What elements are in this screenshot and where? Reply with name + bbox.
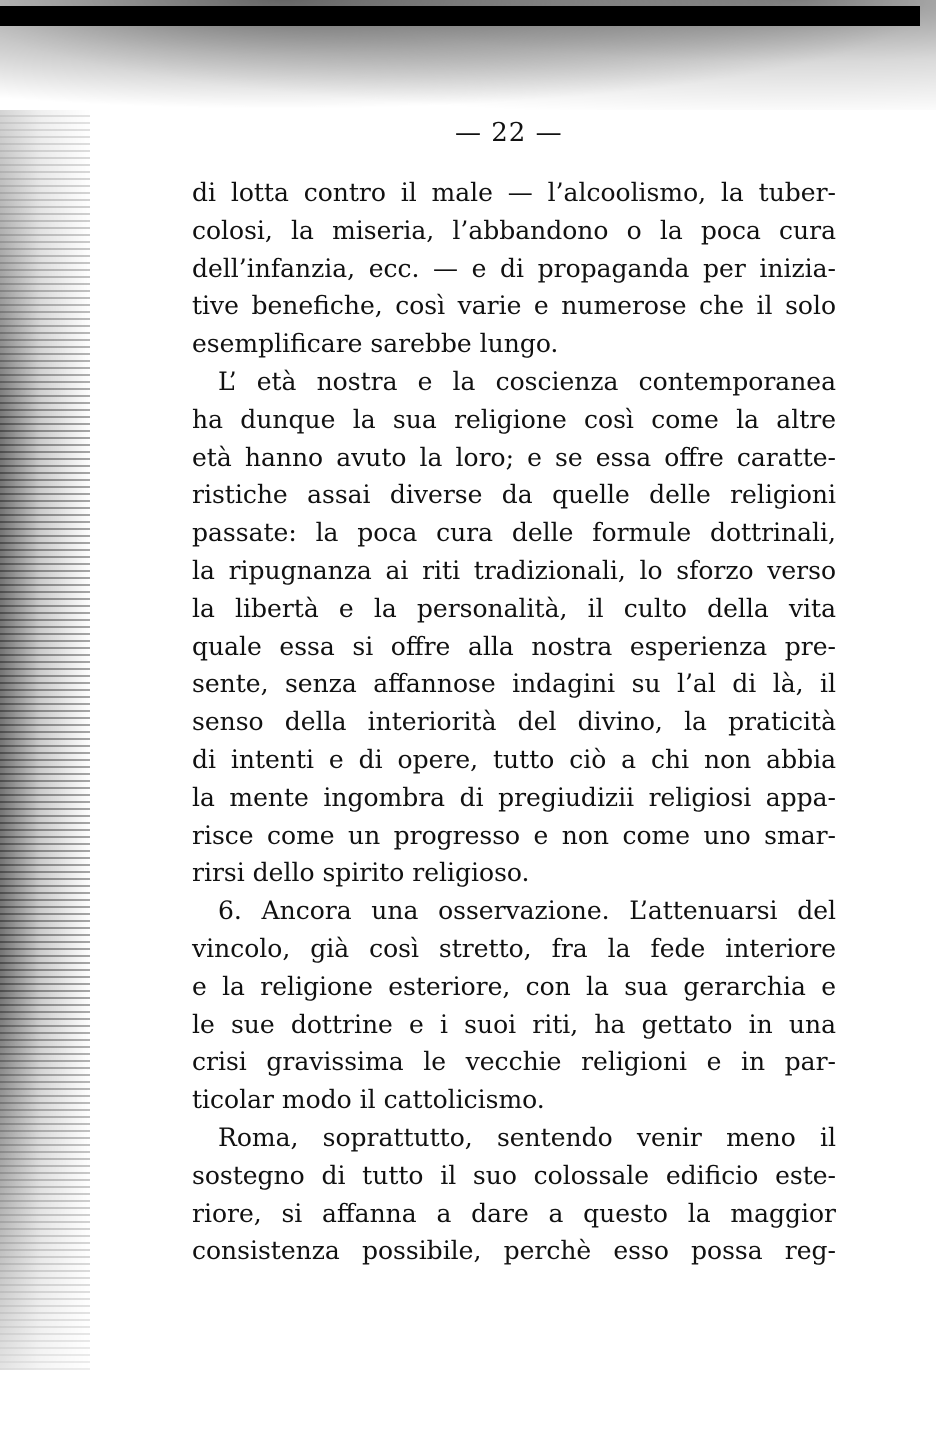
text-line: dell’infanzia, ecc. — e di propaganda per inizia- xyxy=(192,253,836,283)
page-number: — 22 — xyxy=(455,118,563,148)
text-line: riore, si affanna a dare a questo la maggior xyxy=(192,1198,836,1228)
text-line: la libertà e la personalità, il culto della vita xyxy=(192,593,836,623)
scan-shadow-left xyxy=(0,110,90,1370)
scan-edge-top xyxy=(0,6,920,26)
text-line: 6. Ancora una osservazione. L’attenuarsi del xyxy=(218,896,836,926)
text-line: di intenti e di opere, tutto ciò a chi non abbia xyxy=(192,744,836,774)
text-line: età hanno avuto la loro; e se essa offre caratte- xyxy=(192,442,836,472)
text-line: passate: la poca cura delle formule dottrinali, xyxy=(192,518,836,548)
text-line: rirsi dello spirito religioso. xyxy=(192,858,530,888)
text-line: consistenza possibile, perchè esso possa reg- xyxy=(192,1236,836,1266)
text-line: ha dunque la sua religione così come la altre xyxy=(192,404,836,434)
text-line: tive benefiche, così varie e numerose che il solo xyxy=(192,291,836,321)
text-line: la mente ingombra di pregiudizii religiosi appa- xyxy=(192,782,836,812)
body-text xyxy=(192,174,836,1270)
text-line: senso della interiorità del divino, la praticità xyxy=(192,707,836,737)
text-line: sostegno di tutto il suo colossale edificio este- xyxy=(192,1160,836,1190)
text-line: risce come un progresso e non come uno smar- xyxy=(192,820,836,850)
text-line: vincolo, già così stretto, fra la fede interiore xyxy=(192,933,836,963)
text-line: di lotta contro il male — l’alcoolismo, la tuber- xyxy=(192,178,836,207)
text-line: e la religione esteriore, con la sua gerarchia e xyxy=(192,971,836,1001)
text-line: crisi gravissima le vecchie religioni e in par- xyxy=(192,1047,836,1077)
text-line: Roma, soprattutto, sentendo venir meno il xyxy=(218,1122,836,1152)
text-line: quale essa si offre alla nostra esperienza pre- xyxy=(192,631,836,661)
text-line: ristiche assai diverse da quelle delle religioni xyxy=(192,480,836,510)
text-line: esemplificare sarebbe lungo. xyxy=(192,329,559,359)
text-line: L’ età nostra e la coscienza contemporanea xyxy=(218,366,836,396)
text-line: colosi, la miseria, l’abbandono o la poca cura xyxy=(192,215,836,245)
text-line: le sue dottrine e i suoi riti, ha gettato in una xyxy=(192,1009,836,1039)
text-line: ticolar modo il cattolicismo. xyxy=(192,1085,545,1115)
text-line: sente, senza affannose indagini su l’al di là, il xyxy=(192,669,836,699)
text-line: la ripugnanza ai riti tradizionali, lo sforzo verso xyxy=(192,555,836,585)
